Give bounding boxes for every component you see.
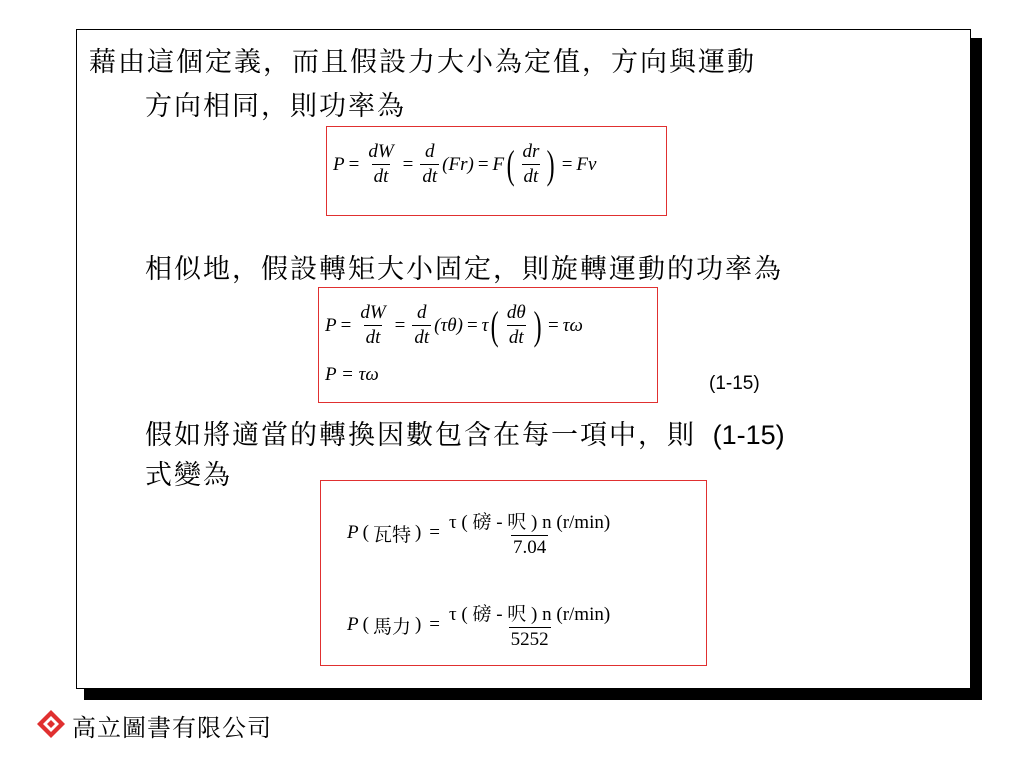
paragraph-3-equation-ref: (1-15) <box>712 420 785 450</box>
eq1-den3: dt <box>523 166 539 187</box>
equation-label: (1-15) <box>709 373 760 394</box>
eq2-den1: dt <box>365 327 381 348</box>
eq1-mid: (Fr) <box>442 153 474 175</box>
eq3-num-watts: τ ( 磅 - 呎 ) n (r/min) <box>449 512 611 533</box>
eq1-frac-d-dt <box>420 141 439 188</box>
eq3-frac-hp <box>447 599 612 651</box>
eq3-unit-hp: 馬力 <box>372 616 411 638</box>
eq1-den2: dt <box>422 166 438 187</box>
eq2-frac-d-dt <box>412 302 431 349</box>
eq3-p-hp: P <box>347 614 359 635</box>
paragraph-3-text: 假如將適當的轉換因數包含在每一項中，則 <box>145 420 696 451</box>
eq1-num1: dW <box>368 141 394 162</box>
eq1-den1: dt <box>373 166 389 187</box>
eq3-den-hp: 5252 <box>510 629 549 650</box>
equation-power-torque: P = $\frac{dW}{dt}$ = $\frac{d}{dt}$ (τθ) = τ ( $\frac{d\theta}{dt}$ ) = τω <box>325 302 583 348</box>
eq3-frac-watts <box>447 507 612 559</box>
eq2-den3: dt <box>508 327 524 348</box>
slide-frame <box>76 29 971 689</box>
equation-horsepower: P ( 馬力 ) = $\frac{\text{τ ( 磅 - 呎 ) n (r/min)}}{5252}$ <box>347 599 615 651</box>
eq1-frac-dw-dt <box>366 141 395 188</box>
equation-power-torque-short: P = τω <box>325 364 379 385</box>
publisher-footer <box>36 708 272 743</box>
equation-box-unit-conversion <box>320 480 707 666</box>
paragraph-3-line-1 <box>145 413 785 458</box>
eq1-rhs: Fv <box>576 153 597 175</box>
eq3-num-hp: τ ( 磅 - 呎 ) n (r/min) <box>449 604 611 625</box>
equation-power-force: P = $\frac{dW}{dt}$ = $\frac{d}{dt}$ (Fr) = F ( $\frac{dr}{dt}$ ) = Fv <box>333 141 597 187</box>
eq2-tau: τ <box>481 314 489 336</box>
equation-box-power-force <box>326 126 667 216</box>
eq2-lhs: P <box>325 314 337 336</box>
eq2-rhs: τω <box>562 314 583 336</box>
paragraph-3-line-2: 式變為 <box>145 460 232 491</box>
eq2-frac-dw-dt <box>358 302 387 349</box>
eq2-num1: dW <box>360 302 386 323</box>
paragraph-1-line-1: 藉由這個定義，而且假設力大小為定值，方向與運動 <box>89 47 756 78</box>
eq1-num2: d <box>425 141 435 162</box>
equation-watts: P ( 瓦特 ) = $\frac{\text{τ ( 磅 - 呎 ) n (r/min)}}{7.04}$ <box>347 507 615 559</box>
publisher-name: 高立圖書有限公司 <box>72 714 272 742</box>
eq3-p-watts: P <box>347 522 359 543</box>
paragraph-1-line-2: 方向相同，則功率為 <box>145 91 406 122</box>
eq2-num3: dθ <box>506 302 526 323</box>
eq1-f: F <box>492 153 505 175</box>
eq1-lhs: P <box>333 153 345 175</box>
equation-box-power-torque <box>318 287 658 403</box>
eq1-num3: dr <box>522 141 540 162</box>
diamond-logo-icon <box>36 709 66 743</box>
paragraph-2: 相似地，假設轉矩大小固定，則旋轉運動的功率為 <box>145 254 783 285</box>
eq3-den-watts: 7.04 <box>512 537 547 558</box>
eq1-frac-dr-dt <box>520 141 541 188</box>
eq3-unit-watts: 瓦特 <box>372 524 411 546</box>
eq2-frac-dtheta-dt <box>505 302 528 349</box>
eq2-mid: (τθ) <box>434 314 463 336</box>
eq2-num2: d <box>417 302 427 323</box>
eq2-den2: dt <box>414 327 430 348</box>
